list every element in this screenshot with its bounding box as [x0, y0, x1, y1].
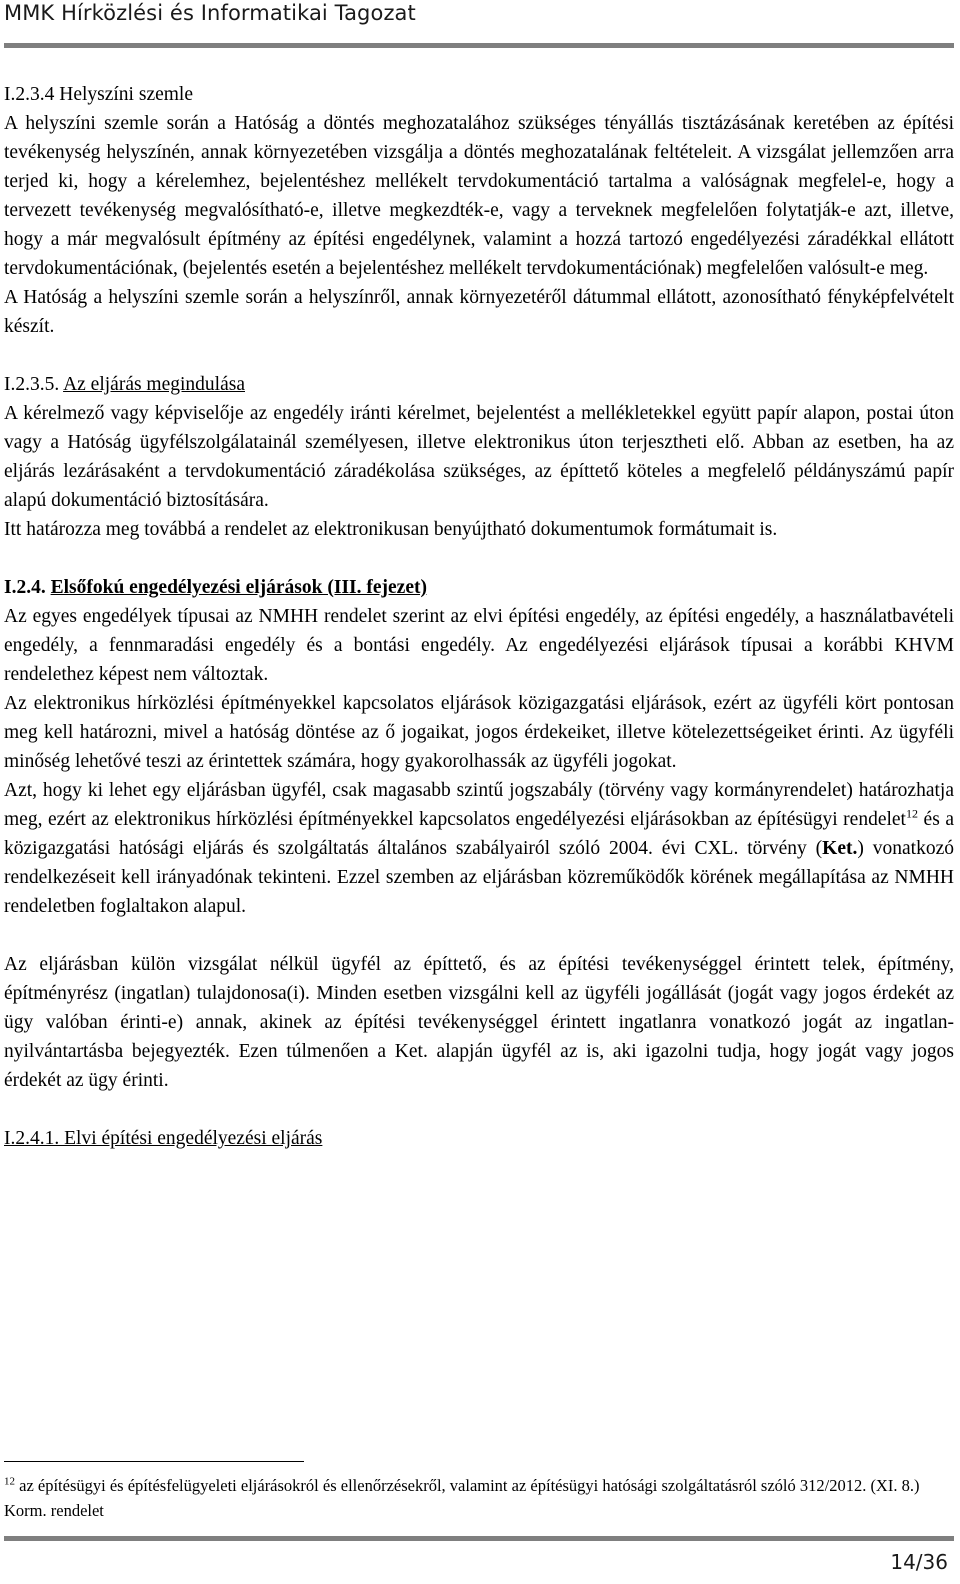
text-run-bold: Ket.	[822, 838, 858, 859]
text-run: Azt, hogy ki lehet egy eljárásban ügyfél, csak magasabb szintű jogszabály (törvény vagy kormányrendelet) határozhatja meg, ezért az elektronikus hírközlési építményekkel kapcsolatos engedélyezési eljárásokban az építésügyi rendelet	[4, 780, 954, 830]
paragraph: Az elektronikus hírközlési építményekkel kapcsolatos eljárások közigazgatási eljárások, ezért az ügyféli kört pontosan meg kell határozni, mivel a hatóság döntése az ő jogaikat, jogos érdekeiket, illetve kötelezettségeiket érinti. Az ügyféli minőség lehetővé teszi az érintettek számára, hogy gyakorolhassák az ügyféli jogokat.	[4, 693, 954, 772]
paragraph: A kérelmező vagy képviselője az engedély iránti kérelmet, bejelentést a mellékletekkel együtt papír alapon, postai úton vagy a Hatóság ügyfélszolgálatainál személyesen, illetve elektronikus úton terjesztheti elő. Abban az esetben, ha az eljárás lezárásaként a tervdokumentáció záradékolása szükséges, az építtető köteles a megfelelő példányszámú papír alapú dokumentáció biztosítására.	[4, 403, 954, 511]
header-title: MMK Hírközlési és Informatikai Tagozat	[4, 1, 416, 25]
text-run: és a közigazgatási hatósági eljárás és szolgáltatás általános szabályairól szóló 2004. évi CXL. törvény (	[4, 809, 954, 859]
section-heading-elsofoku-eljarasok	[4, 573, 954, 602]
section-heading-elvi-epitesi-engedely: I.2.4.1. Elvi építési engedélyezési eljárás	[4, 1128, 323, 1149]
paragraph: Az egyes engedélyek típusai az NMHH rendelet szerint az elvi építési engedély, az építési engedély, a használatbavételi engedély, a fennmaradási engedély és a bontási engedély. Az engedélyezési eljárások típusai a korábbi KHVM rendelethez képest nem változtak.	[4, 606, 954, 685]
spacer	[4, 1095, 954, 1124]
footnote-mark: 12	[4, 1475, 15, 1488]
paragraph: A helyszíni szemle során a Hatóság a döntés meghozatalához szükséges tényállás tisztázásának keretében az építési tevékenység helyszínén, annak környezetében vizsgálja a döntés meghozatalának feltételeit. A vizsgálat jellemzően arra terjed ki, hogy a kérelemhez, bejelentéshez mellékelt tervdokumentáció tartalma a valóságnak megfelel-e, hogy a tervezett tevékenység megvalósítható-e, illetve megkezdték-e, vagy a terveknek megfelelően folytatják-e azt, illetve, hogy a már megvalósult építmény az építési engedélynek, valamint a hozzá tartozó engedélyezési záradékkal ellátott tervdokumentációnak, (bejelentés esetén a bejelentéshez mellékelt tervdokumentációnak) megfelelően valósult-e meg.	[4, 113, 954, 279]
spacer	[4, 921, 954, 950]
header-divider	[4, 43, 954, 48]
paragraph	[4, 776, 954, 921]
section-heading-helyszini-szemle: I.2.3.4 Helyszíni szemle	[4, 84, 193, 105]
page-header	[4, 0, 954, 48]
heading-number: I.2.3.5.	[4, 374, 60, 395]
footer-divider	[4, 1536, 954, 1541]
heading-number: I.2.4.	[4, 577, 46, 598]
footnote-reference[interactable]: 12	[905, 806, 918, 821]
section-heading-eljaras-megindulasa	[4, 370, 954, 399]
paragraph: Itt határozza meg továbbá a rendelet az elektronikusan benyújtható dokumentumok formátumait is.	[4, 519, 778, 540]
footnote	[4, 1473, 954, 1523]
document-body	[4, 80, 954, 1153]
footnote-separator	[4, 1461, 304, 1462]
paragraph: Az eljárásban külön vizsgálat nélkül ügyfél az építtető, és az építési tevékenységgel érintett telek, építmény, építményrész (ingatlan) tulajdonosa(i). Minden esetben vizsgálni kell az ügyféli jogállását (jogát vagy jogos érdekét az ügy valóban érinti-e) annak, akinek az építési tevékenységgel érintett ingatlanra vonatkozó jogát az ingatlan-nyilvántartásba bejegyezték. Ezen túlmenően a Ket. alapján ügyfél az is, aki igazolni tudja, hogy jogát vagy jogos érdekét az ügy érinti.	[4, 954, 954, 1091]
spacer	[4, 341, 954, 370]
heading-text: Elsőfokú engedélyezési eljárások (III. fejezet)	[50, 577, 427, 598]
paragraph: A Hatóság a helyszíni szemle során a helyszínről, annak környezetéről dátummal ellátott, azonosítható fényképfelvételt készít.	[4, 287, 954, 337]
heading-text: Az eljárás megindulása	[63, 374, 245, 395]
spacer	[4, 544, 954, 573]
page-number: 14/36	[890, 1550, 948, 1574]
footnote-text: az építésügyi és építésfelügyeleti eljárásokról és ellenőrzésekről, valamint az építésügyi hatósági szolgáltatásról szóló 312/2012. (XI. 8.) Korm. rendelet	[4, 1476, 920, 1520]
text-run: ) vonatkozó rendelkezéseit kell irányadónak tekinteni. Ezzel szemben az eljárásban közreműködők körének megállapítása az NMHH rendeletben foglaltakon alapul.	[4, 838, 954, 917]
